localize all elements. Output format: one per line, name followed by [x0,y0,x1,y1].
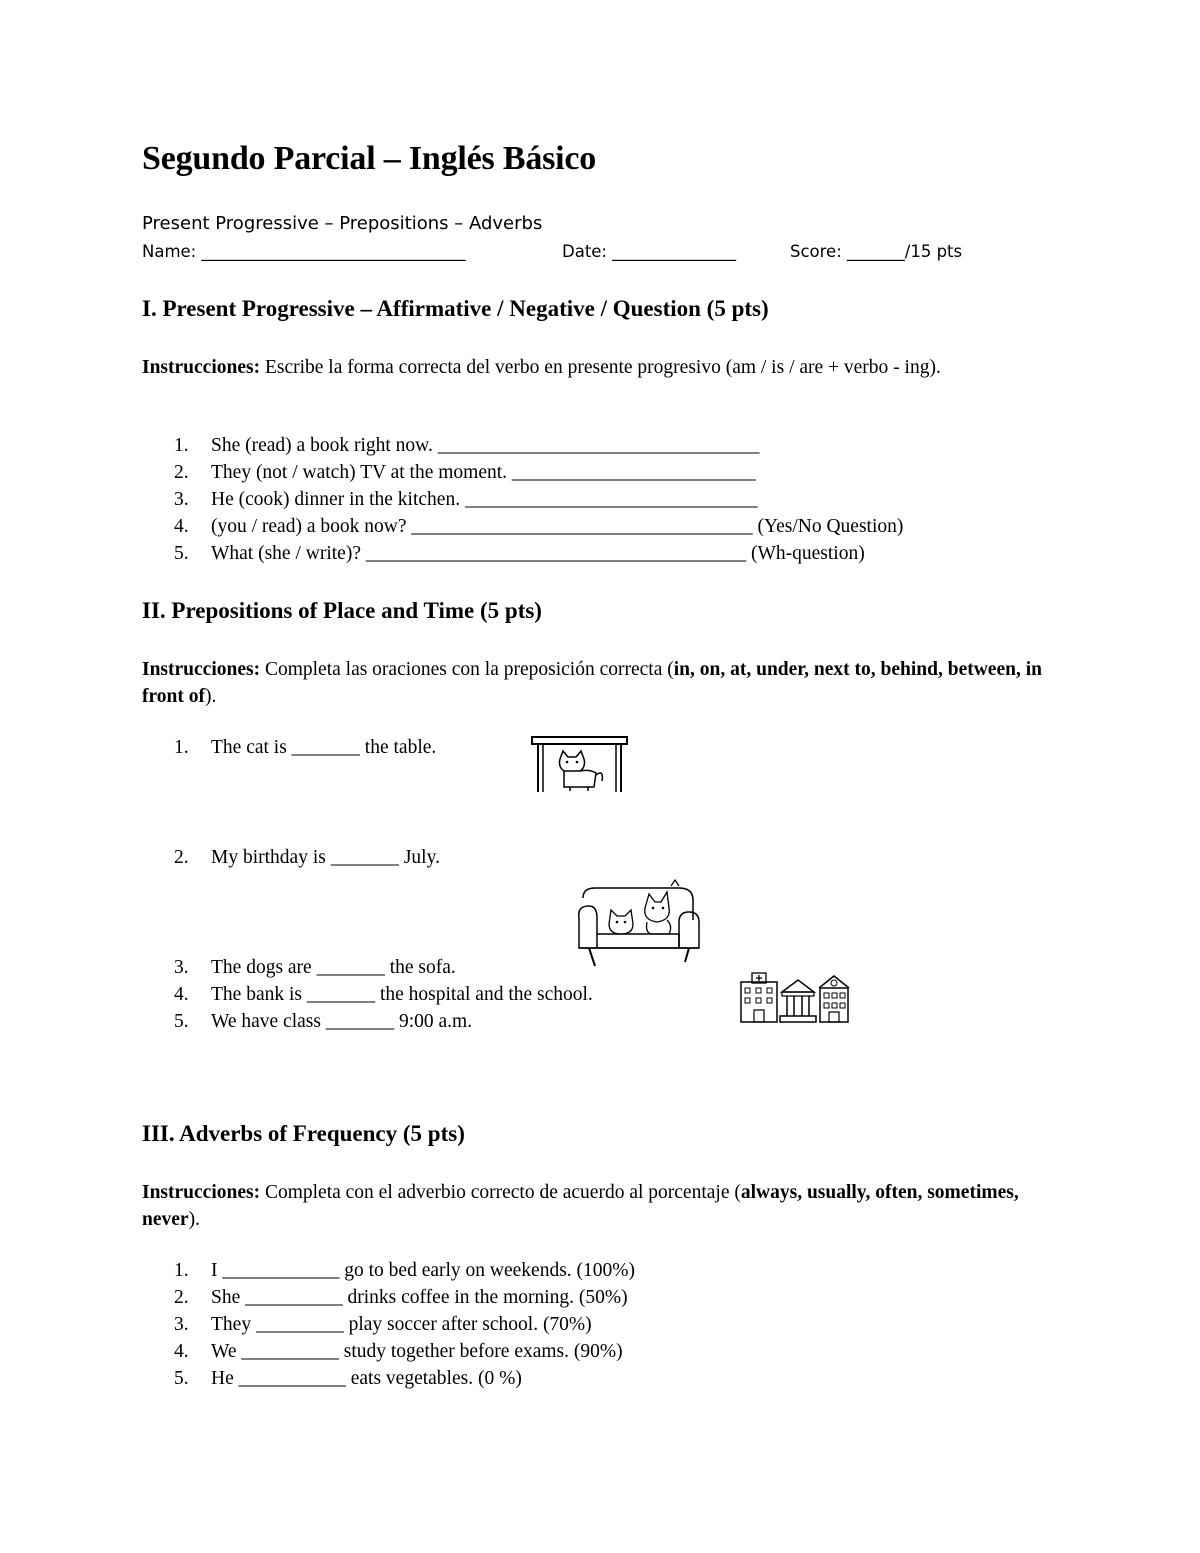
date-field[interactable]: Date: _______________ [562,242,736,261]
list-item [174,737,436,759]
cat-under-table-icon [530,735,630,795]
item-text[interactable]: (you / read) a book now? ___________________________________ (Yes/No Question) [211,516,904,537]
item-number: 2. [174,1287,189,1308]
item-number: 4. [174,1341,189,1362]
item-number: 5. [174,543,189,564]
instructions-label: Instrucciones: [142,1182,261,1203]
item-number: 3. [174,1314,189,1335]
instructions-label: Instrucciones: [142,357,261,378]
list-item [174,462,756,484]
item-number: 3. [174,957,189,978]
list-item [174,1368,522,1390]
instructions-text: Escribe la forma correcta del verbo en presente progresivo (am / is / are + verbo - ing). [260,357,941,378]
list-item [174,543,865,565]
buildings-icon [738,970,854,1024]
student-info-line [142,242,962,261]
item-text[interactable]: The bank is _______ the hospital and the school. [211,984,593,1005]
item-text[interactable]: My birthday is _______ July. [211,847,440,868]
section-3-instructions [142,1179,1072,1233]
instructions-options: in, on, at, under, next to, behind, between, in front of [142,659,1042,707]
list-item [174,516,903,538]
section-1-heading: I. Present Progressive – Affirmative / Negative / Question (5 pts) [142,296,769,321]
instructions-end: ). [188,1209,200,1230]
item-text[interactable]: He ___________ eats vegetables. (0 %) [211,1368,522,1389]
section-3-heading: III. Adverbs of Frequency (5 pts) [142,1121,465,1146]
list-item [174,1260,635,1282]
score-field[interactable]: Score: _______/15 pts [790,242,963,261]
item-number: 2. [174,462,189,483]
item-number: 4. [174,516,189,537]
item-text[interactable]: What (she / write)? _______________________________________ (Wh-question) [211,543,865,564]
page-title: Segundo Parcial – Inglés Básico [142,140,597,177]
item-text[interactable]: They _________ play soccer after school. (70%) [211,1314,592,1335]
instructions-end: ). [205,686,217,707]
name-field[interactable]: Name: ________________________________ [142,242,466,261]
item-number: 2. [174,847,189,868]
item-number: 1. [174,737,189,758]
list-item [174,957,456,979]
list-item [174,847,440,869]
list-item [174,984,593,1006]
list-item [174,435,759,457]
item-text[interactable]: She __________ drinks coffee in the morning. (50%) [211,1287,628,1308]
list-item [174,1341,623,1363]
item-text[interactable]: We __________ study together before exams. (90%) [211,1341,623,1362]
list-item [174,1287,628,1309]
instructions-label: Instrucciones: [142,659,261,680]
list-item [174,1011,472,1033]
page-subtitle: Present Progressive – Prepositions – Adverbs [142,213,543,234]
item-text[interactable]: I ____________ go to bed early on weekends. (100%) [211,1260,636,1281]
item-text[interactable]: The dogs are _______ the sofa. [211,957,456,978]
item-text[interactable]: He (cook) dinner in the kitchen. ______________________________ [211,489,758,510]
item-number: 1. [174,435,189,456]
item-text[interactable]: They (not / watch) TV at the moment. _________________________ [211,462,756,483]
item-number: 1. [174,1260,189,1281]
section-2-instructions [142,656,1072,710]
item-text[interactable]: She (read) a book right now. _________________________________ [211,435,760,456]
instructions-text: Completa las oraciones con la preposición correcta ( [260,659,674,680]
list-item [174,1314,592,1336]
list-item [174,489,757,511]
instructions-options: always, usually, often, sometimes, never [142,1182,1019,1230]
instructions-text: Completa con el adverbio correcto de acuerdo al porcentaje ( [260,1182,741,1203]
item-number: 5. [174,1011,189,1032]
item-text[interactable]: We have class _______ 9:00 a.m. [211,1011,473,1032]
item-number: 3. [174,489,189,510]
item-number: 5. [174,1368,189,1389]
section-2-heading: II. Prepositions of Place and Time (5 pts) [142,598,542,623]
animals-on-sofa-icon [575,878,703,970]
section-1-instructions [142,354,1072,381]
item-text[interactable]: The cat is _______ the table. [211,737,437,758]
item-number: 4. [174,984,189,1005]
